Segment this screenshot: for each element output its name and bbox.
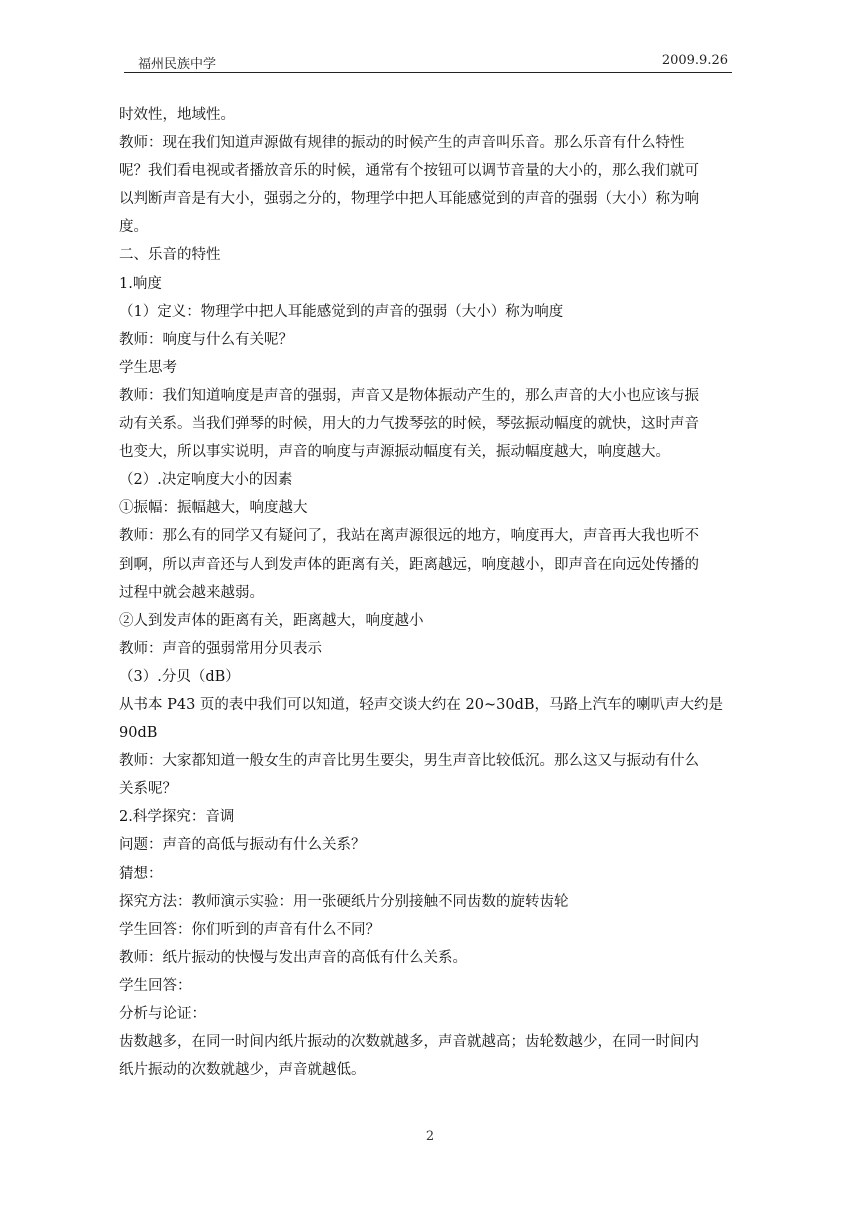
text-line: 教师：声音的强弱常用分贝表示	[119, 640, 322, 657]
text-line: 教师：我们知道响度是声音的强弱，声音又是物体振动产生的，那么声音的大小也应该与振	[119, 387, 699, 404]
school-name: 福州民族中学	[138, 57, 217, 72]
text-line: 到啊，所以声音还与人到发声体的距离有关，距离越远，响度越小，即声音在向远处传播的	[119, 556, 699, 573]
text-line: （3）.分贝（dB）	[119, 668, 240, 685]
text-line: 纸片振动的次数就越少，声音就越低。	[119, 1062, 366, 1079]
text-line: 过程中就会越来越弱。	[119, 584, 264, 601]
page-header	[124, 50, 732, 73]
text-line: 90dB	[119, 725, 158, 742]
text-line: 以判断声音是有大小，强弱之分的，物理学中把人耳能感觉到的声音的强弱（大小）称为响	[119, 191, 699, 208]
text-line: 问题：声音的高低与振动有什么关系？	[119, 837, 366, 854]
text-line: 关系呢？	[119, 781, 177, 798]
text-line: 分析与论证：	[119, 1006, 206, 1022]
text-line: 度。	[119, 219, 148, 236]
text-line: 教师：大家都知道一般女生的声音比男生要尖，男生声音比较低沉。那么这又与振动有什么	[119, 753, 699, 770]
text-line: 探究方法：教师演示实验：用一张硬纸片分别接触不同齿数的旋转齿轮	[119, 893, 569, 910]
text-line: 学生回答：	[119, 977, 192, 994]
text-line: 教师：纸片振动的快慢与发出声音的高低有什么关系。	[119, 949, 467, 966]
text-line: 时效性，地域性。	[119, 107, 235, 123]
section-heading: 二、乐音的特性	[119, 247, 221, 264]
text-line: 学生思考	[119, 359, 177, 376]
text-line: （2）.决定响度大小的因素	[119, 472, 293, 489]
document-body	[119, 101, 739, 1084]
subsection-heading: 1.响度	[119, 275, 162, 292]
text-line: （1）定义：物理学中把人耳能感觉到的声音的强弱（大小）称为响度	[119, 303, 564, 320]
text-line: ①振幅：振幅越大，响度越大	[119, 500, 308, 517]
text-line: 从书本 P43 页的表中我们可以知道，轻声交谈大约在 20~30dB，马路上汽车的喇叭声大约是	[119, 696, 724, 713]
text-line: 动有关系。当我们弹琴的时候，用大的力气拨琴弦的时候，琴弦振动幅度的就快，这时声音	[119, 416, 699, 433]
subsection-heading: 2.科学探究：音调	[119, 809, 235, 826]
header-date: 2009.9.26	[661, 53, 728, 68]
text-line: 也变大，所以事实说明，声音的响度与声源振动幅度有关，振动幅度越大，响度越大。	[119, 444, 670, 461]
text-line: 教师：现在我们知道声源做有规律的振动的时候产生的声音叫乐音。那么乐音有什么特性	[119, 135, 685, 152]
text-line: 齿数越多，在同一时间内纸片振动的次数就越多，声音就越高；齿轮数越少，在同一时间内	[119, 1034, 699, 1051]
text-line: ②人到发声体的距离有关，距离越大，响度越小	[119, 612, 424, 629]
page-number: 2	[425, 1129, 435, 1144]
page-footer	[0, 1129, 860, 1144]
text-line: 呢？我们看电视或者播放音乐的时候，通常有个按钮可以调节音量的大小的，那么我们就可	[119, 163, 699, 180]
text-line: 教师：那么有的同学又有疑问了，我站在离声源很远的地方，响度再大，声音再大我也听不	[119, 528, 699, 545]
text-line: 教师：响度与什么有关呢？	[119, 331, 293, 348]
text-line: 猜想：	[119, 865, 163, 882]
text-line: 学生回答：你们听到的声音有什么不同？	[119, 921, 380, 938]
